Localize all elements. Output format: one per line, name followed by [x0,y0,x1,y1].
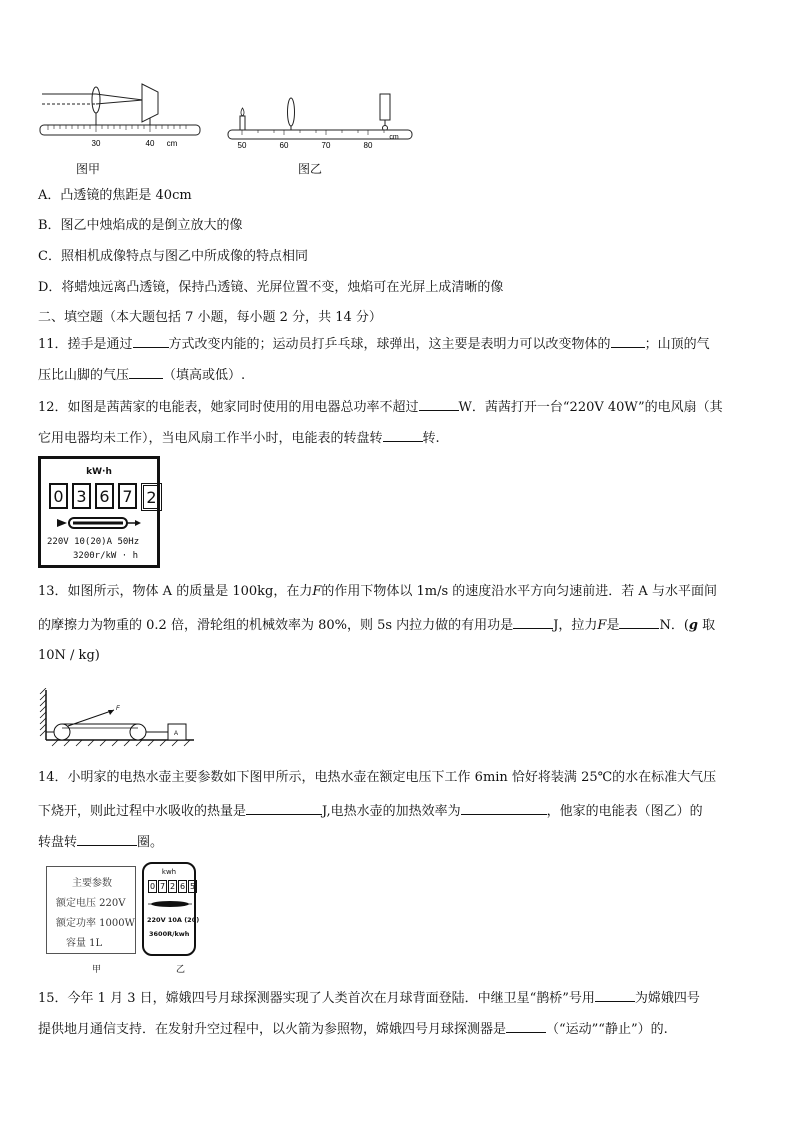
figure-caption-yi: 图乙 [298,162,323,176]
q13-text-a: 13．如图所示，物体 A 的质量是 100kg，在力 [38,584,313,599]
q15-text-d: （“运动”“静止”）的. [546,1022,668,1037]
q13-text-d: J，拉力 [553,618,598,633]
meter-spec-1: 220V 10(20)A 50Hz [47,537,140,547]
q15-text-a: 15．今年 1 月 3 日，嫦娥四号月球探测器实现了人类首次在月球背面登陆．中继卫星“鹊桥”号用 [38,991,595,1006]
q15-text-b: 为嫦娥四号 [634,991,700,1006]
meter-yi-digit: 0 [149,882,156,891]
block-a-label: A [174,731,179,737]
meter-yi-digit: 7 [159,882,166,891]
meter-digit: 6 [95,483,114,509]
ruler-tick-60: 60 [279,141,289,150]
q12-text-d: 转. [422,431,440,446]
meter-digit-highlight: 2 [141,483,162,511]
lens-figure-jia [38,78,208,150]
q11-text-e: （填高或低）. [163,368,246,383]
kettle-params-power: 额定功率 1000W [56,918,135,929]
q13-text-f: N．( [659,618,689,633]
q13-text-b: 的作用下物体以 1m/s 的速度沿水平方向匀速前进．若 A 与水平面间 [321,584,717,599]
q13-F-symbol: F [312,584,322,599]
q13-blank-1 [513,615,553,629]
meter-yi-disk-icon [148,900,192,908]
q12-text-a: 12．如图是茜茜家的电能表，她家同时使用的用电器总功率不超过 [38,400,419,415]
option-a: A．凸透镜的焦距是 40cm [38,188,192,203]
q13-g-symbol: g [688,618,698,633]
q12-blank-1 [419,397,459,411]
meter-digits [49,483,162,511]
figure-caption-yi-2: 乙 [176,965,186,975]
q14-blank-2 [461,801,547,815]
pulley-force-label: F [116,706,120,712]
question-15-line-1 [38,988,700,1007]
q13-text-c: 的摩擦力为物重的 0.2 倍，滑轮组的机械效率为 80%，则 5s 内拉力做的有用功是 [38,618,514,633]
question-13-line-2 [38,615,715,634]
electric-meter-figure [38,456,160,568]
meter-yi-digits [148,880,197,893]
q11-blank-3 [129,365,163,379]
lens-figure-yi [226,90,416,152]
kettle-params-title: 主要参数 [72,878,112,889]
meter-yi-digit: 5 [189,882,196,891]
q11-text-c: ；山顶的气 [644,337,710,352]
figure-caption-jia-2: 甲 [92,965,102,975]
meter-unit-label: kW·h [86,467,112,477]
ruler-tick-40: 40 [145,139,155,148]
q14-blank-1 [246,801,322,815]
meter-yi-unit: kwh [161,868,177,876]
pulley-figure [38,688,198,750]
kettle-params-capacity: 容量 1L [66,938,103,949]
kettle-params-voltage: 额定电压 220V [56,898,126,909]
meter-digit: 0 [49,483,68,509]
q13-text-e: 是 [606,618,620,633]
question-13-line-3: 10N / kg) [38,648,100,663]
q14-text-c: ，他家的电能表（图乙）的 [546,804,703,819]
q14-text-a: 下烧开，则此过程中水吸收的热量是 [38,804,247,819]
meter-digit: 7 [118,483,137,509]
question-11-line-2 [38,365,245,384]
question-12-line-1 [38,397,723,416]
ruler-tick-70: 70 [321,141,331,150]
question-14-line-2 [38,801,703,820]
q11-text-a: 11．搓手是通过 [38,337,133,352]
meter-yi-digit: 2 [169,882,176,891]
option-d: D．将蜡烛远离凸透镜，保持凸透镜、光屏位置不变，烛焰可在光屏上成清晰的像 [38,280,504,295]
ruler-tick-50: 50 [237,141,247,150]
q12-text-b: W．茜茜打开一台“220V 40W”的电风扇（其 [458,400,723,415]
meter-yi-digit: 6 [179,882,186,891]
meter-digit: 3 [72,483,91,509]
q15-text-c: 提供地月通信支持．在发射升空过程中，以火箭为参照物，嫦娥四号月球探测器是 [38,1022,507,1037]
question-15-line-2 [38,1019,668,1038]
q14-text-e: 圈。 [137,835,164,850]
q14-blank-3 [77,832,137,846]
q15-blank-2 [506,1019,546,1033]
question-14-line-3 [38,832,163,851]
ruler-tick-80: 80 [363,141,373,150]
q13-text-g: 取 [698,618,716,633]
option-b: B．图乙中烛焰成的是倒立放大的像 [38,218,243,233]
q15-blank-1 [595,988,635,1002]
meter-yi-figure [142,862,200,956]
q12-blank-2 [383,428,423,442]
meter-yi-spec-1: 220V 10A (20) [147,916,200,924]
q11-text-d: 压比山脚的气压 [38,368,130,383]
q13-blank-2 [619,615,659,629]
question-14-line-1: 14．小明家的电热水壶主要参数如下图甲所示，电热水壶在额定电压下工作 6min 恰好将装满 25℃的水在标准大气压 [38,770,717,785]
q12-text-c: 它用电器均未工作），当电风扇工作半小时，电能表的转盘转 [38,431,383,446]
option-c: C．照相机成像特点与图乙中所成像的特点相同 [38,249,308,264]
question-12-line-2 [38,428,440,447]
ruler-unit: cm [389,134,399,141]
ruler-unit: cm [166,139,178,148]
q14-text-b: J,电热水壶的加热效率为 [322,804,461,819]
q11-text-b: 方式改变内能的；运动员打乒乓球，球弹出，这主要是表明力可以改变物体的 [168,337,611,352]
question-11-line-1 [38,334,710,353]
section-title: 二、填空题（本大题包括 7 小题，每小题 2 分，共 14 分） [38,310,382,325]
q14-text-d: 转盘转 [38,835,78,850]
meter-disk-icon [55,515,145,531]
question-13-line-1 [38,584,717,600]
meter-spec-2: 3200r/kW · h [73,551,139,561]
q11-blank-1 [133,334,169,348]
q11-blank-2 [611,334,645,348]
figure-caption-jia: 图甲 [76,162,101,176]
ruler-tick-30: 30 [91,139,101,148]
q13-F-symbol-2: F [597,618,607,633]
meter-yi-spec-2: 3600R/kwh [149,930,190,938]
